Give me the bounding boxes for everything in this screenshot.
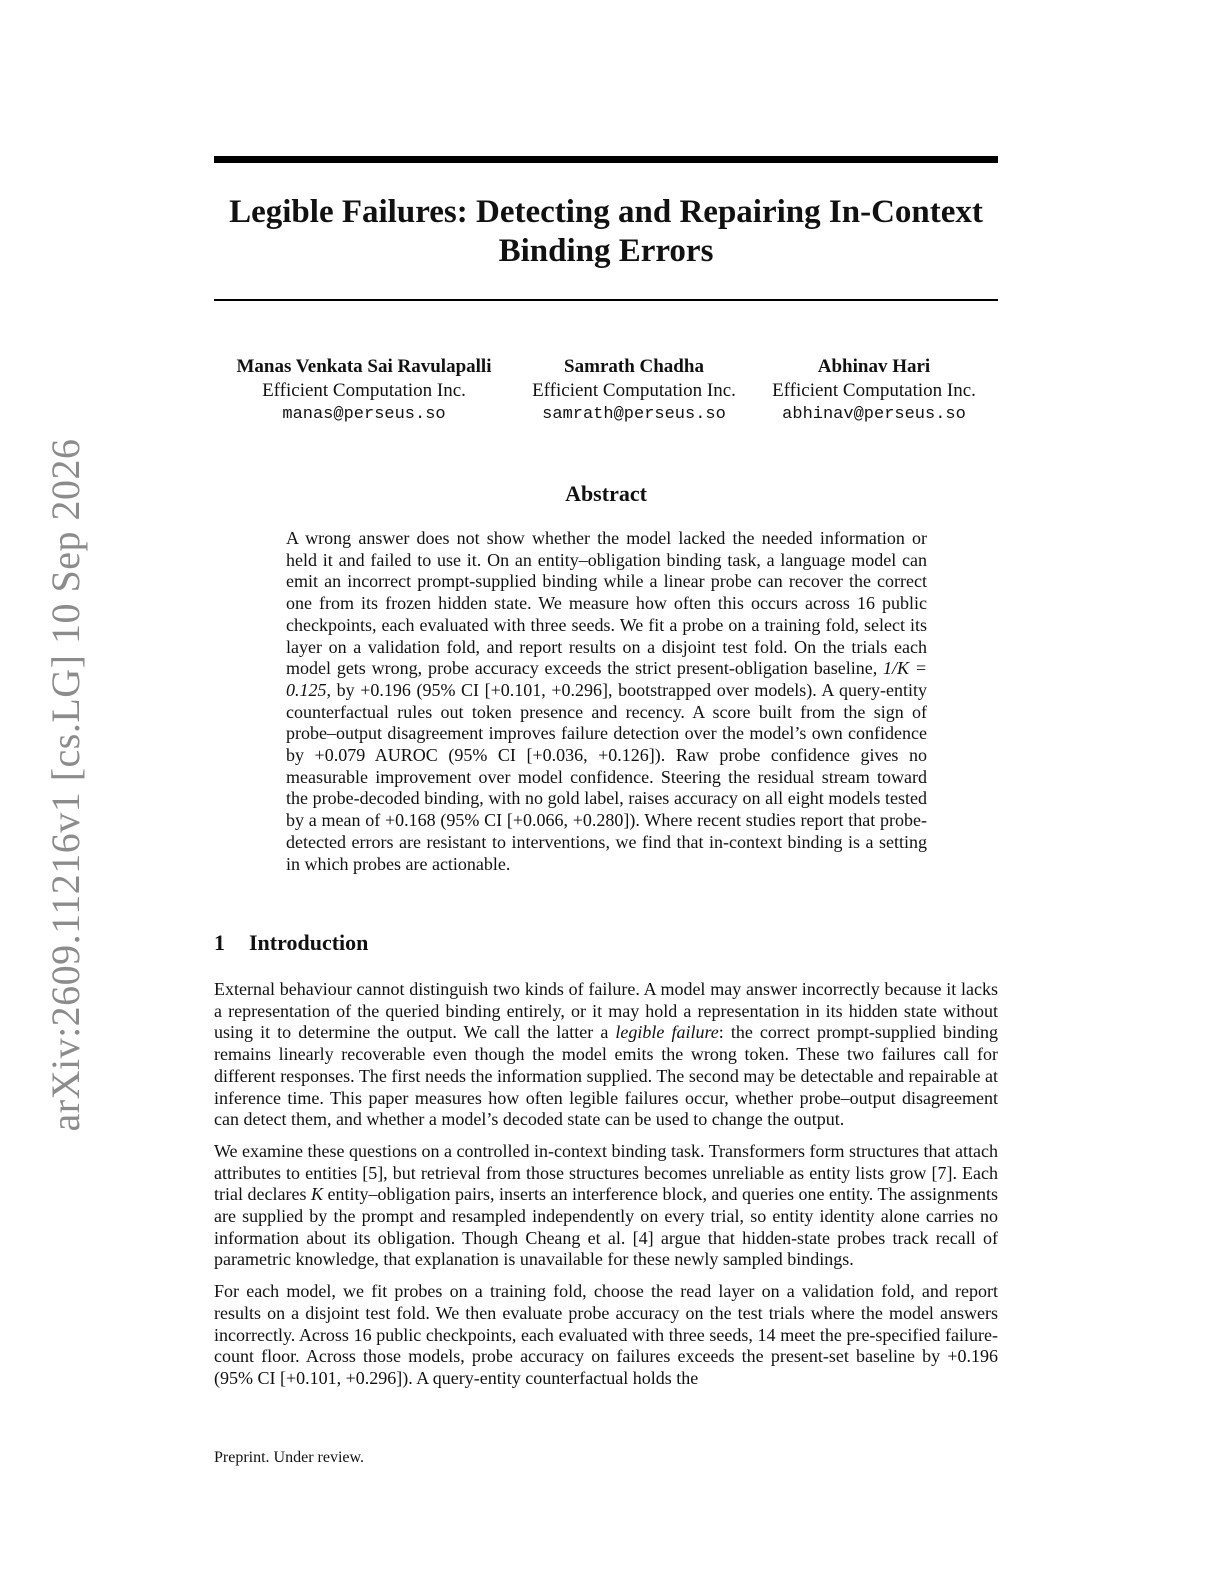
paragraph: For each model, we fit probes on a training fold, choose the read layer on a validation fold, and report results on a disjoint test fold. We then evaluate probe accuracy on the test trials where the model answers incorrectly. Across 16 public checkpoints, each evaluated with three seeds, 14 meet the pre-specified failure-count floor. Across those models, probe accuracy on failures exceeds the present-set baseline by +0.196 (95% CI [+0.101, +0.296]). A query-entity counterfactual holds the (214, 1281, 998, 1388)
author-affiliation: Efficient Computation Inc. (532, 380, 736, 401)
author-affiliation: Efficient Computation Inc. (262, 380, 466, 401)
author-affiliation: Efficient Computation Inc. (772, 380, 976, 401)
paragraph (214, 1141, 998, 1271)
abstract-text: , by +0.196 (95% CI [+0.101, +0.296], bootstrapped over models). A query-entity counterfactual rules out token presence and recency. A score built from the sign of probe–output disagreement improves failure detection over the model’s own confidence by +0.079 AUROC (95% CI [+0.036, +0.126]). Raw probe confidence gives no measurable improvement over model confidence. Steering the residual stream toward the probe-decoded binding, with no gold label, raises accuracy on all eight models tested by a mean of +0.168 (95% CI [+0.066, +0.280]). Where recent studies report that probe-detected errors are resistant to interventions, we find that in-context binding is a setting in which probes are actionable. (286, 679, 927, 874)
paragraph-text: : the correct prompt-supplied binding remains linearly recoverable even though the model emits the wrong token. These two failures call for different responses. The first needs the information supplied. The second may be detectable and repairable at inference time. This paper measures how often legible failures occur, whether probe–output disagreement can detect them, and whether a model’s decoded state can be used to change the output. (214, 1022, 998, 1130)
paragraph-text: entity–obligation pairs, inserts an interference block, and queries one entity. The assignments are supplied by the prompt and resampled independently on every trial, so entity identity alone carries no information about its obligation. Though Cheang et al. [4] argue that hidden-state probes track recall of parametric knowledge, that explanation is unavailable for these newly sampled bindings. (214, 1184, 998, 1270)
emphasis-term: legible failure (615, 1022, 719, 1043)
author-2 (509, 355, 759, 427)
math-variable: K (310, 1184, 323, 1205)
paper-title: Legible Failures: Detecting and Repairing In-Context Binding Errors (229, 194, 983, 269)
author-1 (214, 355, 514, 427)
arxiv-identifier-stamp: arXiv:2609.11216v1 [cs.LG] 10 Sep 2026 (43, 438, 88, 1132)
footer-note: Preprint. Under review. (214, 1449, 365, 1466)
author-email: samrath@perseus.so (542, 405, 726, 424)
section-number: 1 (214, 930, 225, 955)
section-heading (214, 930, 368, 956)
author-name: Samrath Chadha (564, 356, 704, 377)
abstract-body (286, 528, 927, 875)
paragraph-text: We examine these questions on a controlled in-context binding task. Transformers form structures that attach attributes to entities [5], but retrieval from those structures becomes unreliable as entity lists grow [7]. Each trial declares (214, 1140, 998, 1205)
author-email: manas@perseus.so (282, 405, 446, 424)
paragraph-text: External behaviour cannot distinguish two kinds of failure. A model may answer incorrectly because it lacks a representation of the queried binding entirely, or it may hold a representation in its hidden state without using it to determine the output. We call the latter a (214, 979, 998, 1043)
author-name: Manas Venkata Sai Ravulapalli (236, 356, 492, 377)
paragraph (214, 979, 998, 1131)
introduction-body (214, 979, 998, 1400)
abstract-heading: Abstract (565, 481, 647, 506)
abstract-math: 1/K = 0.125 (286, 658, 927, 700)
title-rule-bottom (214, 299, 998, 301)
section-title: Introduction (249, 930, 369, 955)
author-3 (749, 355, 999, 427)
abstract-text: A wrong answer does not show whether the model lacked the needed information or held it and failed to use it. On an entity–obligation binding task, a language model can emit an incorrect prompt-supplied binding while a linear probe can recover the correct one from its frozen hidden state. We measure how often this occurs across 16 public checkpoints, each evaluated with three seeds. We fit a probe on a training fold, select its layer on a validation fold, and report results on a disjoint test fold. On the trials each model gets wrong, probe accuracy exceeds the strict present-obligation baseline, (286, 528, 927, 679)
author-name: Abhinav Hari (817, 356, 931, 377)
title-rule-top (214, 156, 998, 163)
author-email: abhinav@perseus.so (782, 405, 966, 424)
